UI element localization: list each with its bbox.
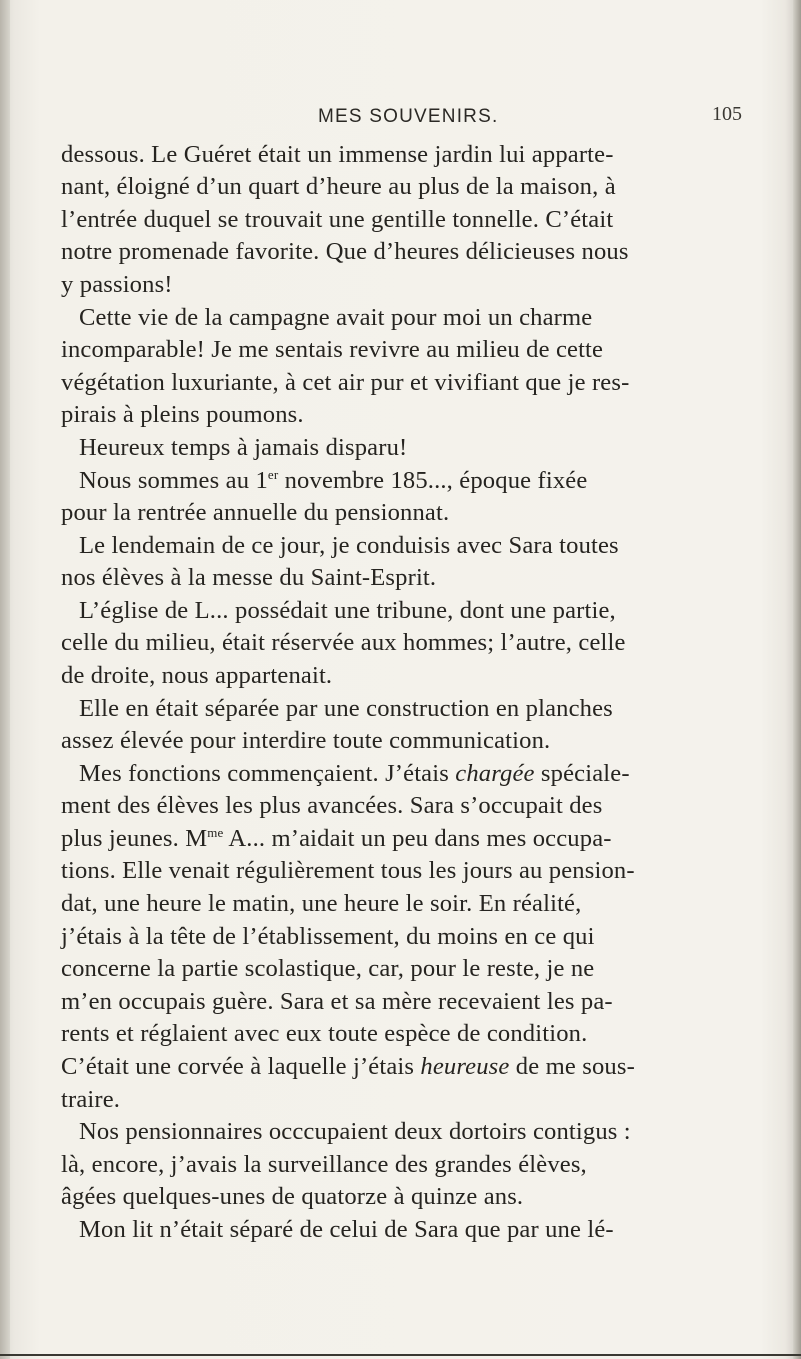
text-line: végétation luxuriante, à cet air pur et vivifiant que je res- [61, 369, 630, 396]
text-line: pour la rentrée annuelle du pensionnat. [61, 499, 450, 526]
text-line: concerne la partie scolastique, car, pour le reste, je ne [61, 955, 595, 982]
text-line: pirais à pleins poumons. [61, 401, 304, 428]
text-line: tions. Elle venait régulièrement tous les jours au pension- [61, 857, 635, 884]
text-line: L’église de L... possédait une tribune, dont une partie, [79, 597, 616, 624]
text-line [79, 759, 630, 789]
italic-run: chargée [455, 760, 535, 787]
text-line: y passions! [61, 271, 173, 298]
superscript: me [207, 825, 224, 840]
text-line: nant, éloigné d’un quart d’heure au plus de la maison, à [61, 173, 616, 200]
text-line: là, encore, j’avais la surveillance des grandes élèves, [61, 1151, 587, 1178]
text-run: spéciale- [534, 760, 630, 787]
text-run: plus jeunes. M [61, 825, 208, 852]
text-line [79, 466, 587, 496]
text-line: assez élevée pour interdire toute communication. [61, 727, 551, 754]
text-line [61, 824, 612, 854]
page-number: 105 [712, 103, 742, 125]
text-line: l’entrée duquel se trouvait une gentille tonnelle. C’était [61, 206, 614, 233]
text-line: j’étais à la tête de l’établissement, du moins en ce qui [61, 923, 595, 950]
text-line: Elle en était séparée par une construction en planches [79, 695, 613, 722]
text-run: de me sous- [509, 1053, 635, 1080]
text-run: Nous sommes au 1 [79, 467, 268, 494]
text-line: Nos pensionnaires occcupaient deux dortoirs contigus : [79, 1118, 631, 1145]
text-line: m’en occupais guère. Sara et sa mère recevaient les pa- [61, 988, 613, 1015]
text-line: Mon lit n’était séparé de celui de Sara que par une lé- [79, 1216, 614, 1243]
page-right-edge [793, 0, 801, 1359]
text-run: novembre 185..., époque fixée [278, 467, 588, 494]
text-line: nos élèves à la messe du Saint-Esprit. [61, 564, 437, 591]
text-line: dat, une heure le matin, une heure le soir. En réalité, [61, 890, 582, 917]
text-line: âgées quelques-unes de quatorze à quinze ans. [61, 1183, 524, 1210]
text-line: notre promenade favorite. Que d’heures délicieuses nous [61, 238, 629, 265]
text-line: Cette vie de la campagne avait pour moi un charme [79, 304, 593, 331]
page-left-edge [0, 0, 10, 1359]
text-line: de droite, nous appartenait. [61, 662, 333, 689]
text-line: ment des élèves les plus avancées. Sara s’occupait des [61, 792, 603, 819]
text-run: Mes fonctions commençaient. J’étais [79, 760, 456, 787]
text-line: Heureux temps à jamais disparu! [79, 434, 408, 461]
superscript: er [267, 467, 279, 482]
text-line [61, 1052, 635, 1082]
text-line: incomparable! Je me sentais revivre au milieu de cette [61, 336, 604, 363]
text-line: dessous. Le Guéret était un immense jardin lui apparte- [61, 141, 614, 168]
italic-run: heureuse [420, 1053, 510, 1080]
text-line: Le lendemain de ce jour, je conduisis avec Sara toutes [79, 532, 619, 559]
text-line: celle du milieu, était réservée aux hommes; l’autre, celle [61, 629, 626, 656]
text-line: traire. [61, 1086, 121, 1113]
text-run: C’était une corvée à laquelle j’étais [61, 1053, 421, 1080]
running-title: MES SOUVENIRS. [318, 106, 499, 127]
text-run: A... m’aidait un peu dans mes occupa- [223, 825, 612, 852]
page-bottom-rule [0, 1354, 801, 1356]
text-line: rents et réglaient avec eux toute espèce de condition. [61, 1020, 588, 1047]
running-head [0, 103, 801, 136]
